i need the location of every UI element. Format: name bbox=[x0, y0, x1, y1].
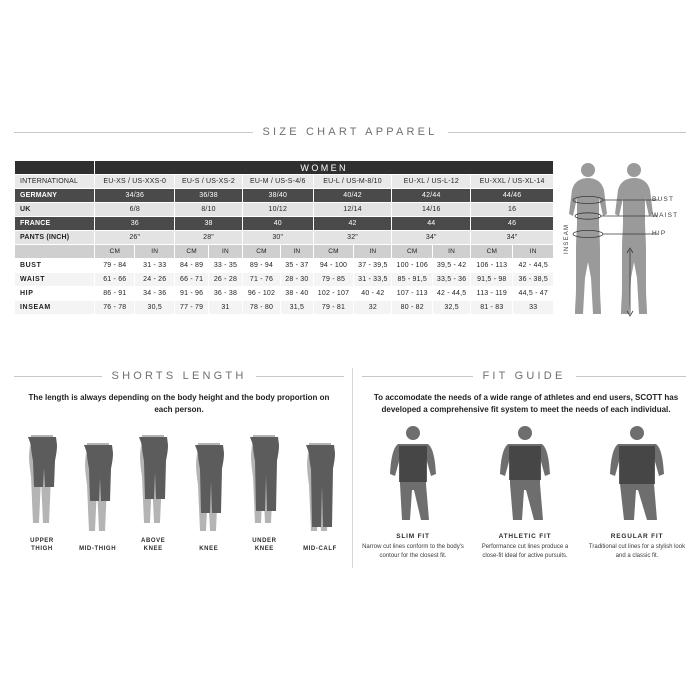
shorts-length-item bbox=[238, 435, 290, 553]
table-cell: 31 bbox=[209, 301, 243, 315]
fit-guide-heading bbox=[362, 370, 686, 382]
table-cell: CM bbox=[313, 245, 354, 259]
table-cell: 86 - 91 bbox=[95, 287, 135, 301]
table-cell: EU-XL / US-L-12 bbox=[392, 175, 471, 189]
table-cell: 32,5 bbox=[433, 301, 471, 315]
table-row bbox=[15, 203, 554, 217]
table-cell: IN bbox=[433, 245, 471, 259]
caption-line-1: MID-CALF bbox=[303, 546, 337, 552]
table-cell: 79 - 84 bbox=[95, 259, 135, 273]
table-cell: 91 - 96 bbox=[175, 287, 209, 301]
table-cell: 42 - 44,5 bbox=[513, 259, 554, 273]
table-cell: CM bbox=[95, 245, 135, 259]
table-cell: 32 bbox=[354, 301, 392, 315]
table-cell bbox=[15, 245, 95, 259]
fit-guide-figures bbox=[362, 424, 688, 584]
table-cell: 38 bbox=[175, 217, 243, 231]
label-inseam: INSEAM bbox=[564, 223, 570, 254]
fit-guide-item bbox=[362, 424, 464, 584]
table-cell: 30" bbox=[242, 231, 313, 245]
table-cell: FRANCE bbox=[15, 217, 95, 231]
table-cell: 36 bbox=[95, 217, 175, 231]
figure-front bbox=[569, 163, 607, 314]
table-cell: GERMANY bbox=[15, 189, 95, 203]
table-cell: 44/46 bbox=[471, 189, 554, 203]
table-cell: CM bbox=[242, 245, 280, 259]
table-row bbox=[15, 287, 554, 301]
fit-guide-name: ATHLETIC FIT bbox=[498, 533, 552, 540]
shorts-length-caption bbox=[16, 537, 68, 553]
shorts-length-item bbox=[127, 435, 179, 553]
fit-rule-left bbox=[362, 376, 473, 377]
table-cell: 77 - 79 bbox=[175, 301, 209, 315]
caption-line-1: KNEE bbox=[199, 546, 219, 552]
table-cell: 34 - 36 bbox=[135, 287, 175, 301]
fit-guide-description: Narrow cut lines conform to the body's contour for the closest fit. bbox=[362, 544, 464, 559]
fit-figure-svg bbox=[482, 424, 568, 524]
table-cell: 96 - 102 bbox=[242, 287, 280, 301]
table-cell: 84 - 89 bbox=[175, 259, 209, 273]
table-cell: 14/16 bbox=[392, 203, 471, 217]
shorts-length-title: SHORTS LENGTH bbox=[111, 370, 247, 382]
table-cell: EU-M / US-S-4/6 bbox=[242, 175, 313, 189]
table-cell: 79 - 81 bbox=[313, 301, 354, 315]
table-cell: 12/14 bbox=[313, 203, 392, 217]
table-cell: 81 - 83 bbox=[471, 301, 513, 315]
table-cell: 107 - 113 bbox=[392, 287, 433, 301]
table-cell: 94 - 100 bbox=[313, 259, 354, 273]
shorts-figure-svg bbox=[184, 443, 234, 535]
table-row bbox=[15, 273, 554, 287]
table-cell: CM bbox=[471, 245, 513, 259]
table-cell: IN bbox=[209, 245, 243, 259]
shorts-figure-svg bbox=[295, 443, 345, 535]
fit-guide-item bbox=[586, 424, 688, 584]
shorts-length-item bbox=[72, 443, 124, 553]
fit-figure-svg bbox=[370, 424, 456, 524]
label-hip: HIP bbox=[652, 230, 667, 237]
table-cell: 91,5 - 98 bbox=[471, 273, 513, 287]
shorts-figures bbox=[16, 428, 346, 553]
fit-guide-name: SLIM FIT bbox=[396, 533, 430, 540]
table-cell: 35 - 37 bbox=[281, 259, 314, 273]
fit-rule-right bbox=[576, 376, 687, 377]
table-cell: IN bbox=[354, 245, 392, 259]
table-cell: 36/38 bbox=[175, 189, 243, 203]
table-cell: 78 - 80 bbox=[242, 301, 280, 315]
shorts-figure-svg bbox=[128, 435, 178, 527]
caption-line-1: ABOVE bbox=[141, 538, 166, 544]
table-cell: 100 - 106 bbox=[392, 259, 433, 273]
table-cell: EU-XXL / US-XL-14 bbox=[471, 175, 554, 189]
table-cell: 44,5 - 47 bbox=[513, 287, 554, 301]
table-cell: 89 - 94 bbox=[242, 259, 280, 273]
table-cell: IN bbox=[513, 245, 554, 259]
table-cell: INTERNATIONAL bbox=[15, 175, 95, 189]
caption-line-2: KNEE bbox=[143, 546, 163, 552]
table-row bbox=[15, 189, 554, 203]
figure-labels bbox=[652, 158, 692, 330]
shorts-rule-left bbox=[14, 376, 102, 377]
table-cell: 37 - 39,5 bbox=[354, 259, 392, 273]
table-row bbox=[15, 301, 554, 315]
table-cell: 42 - 44,5 bbox=[433, 287, 471, 301]
table-cell: 42 bbox=[313, 217, 392, 231]
table-cell: CM bbox=[175, 245, 209, 259]
table-cell: UK bbox=[15, 203, 95, 217]
table-cell: 6/8 bbox=[95, 203, 175, 217]
table-cell: 106 - 113 bbox=[471, 259, 513, 273]
table-cell: 38/40 bbox=[242, 189, 313, 203]
table-cell: 34" bbox=[471, 231, 554, 245]
table-cell: 61 - 66 bbox=[95, 273, 135, 287]
table-cell: 34" bbox=[392, 231, 471, 245]
table-cell bbox=[15, 161, 95, 175]
fit-figure-svg bbox=[594, 424, 680, 524]
table-cell: 26" bbox=[95, 231, 175, 245]
table-cell: IN bbox=[281, 245, 314, 259]
shorts-length-item bbox=[294, 443, 346, 553]
shorts-length-caption bbox=[127, 537, 179, 553]
table-row bbox=[15, 259, 554, 273]
table-cell: 40/42 bbox=[313, 189, 392, 203]
table-cell: 28 - 30 bbox=[281, 273, 314, 287]
table-cell: 30,5 bbox=[135, 301, 175, 315]
table-cell: HIP bbox=[15, 287, 95, 301]
table-title-row bbox=[15, 161, 554, 175]
fit-guide-item bbox=[474, 424, 576, 584]
table-cell: 102 - 107 bbox=[313, 287, 354, 301]
table-cell: 71 - 76 bbox=[242, 273, 280, 287]
shorts-length-caption bbox=[183, 545, 235, 553]
table-cell: 42/44 bbox=[392, 189, 471, 203]
table-cell: 46 bbox=[471, 217, 554, 231]
table-cell: 66 - 71 bbox=[175, 273, 209, 287]
table-cell: 38 - 40 bbox=[281, 287, 314, 301]
fit-guide-description: Performance cut lines produce a close-fit ideal for active pursuits. bbox=[481, 544, 569, 559]
table-cell: 33 bbox=[513, 301, 554, 315]
table-cell: 33 - 35 bbox=[209, 259, 243, 273]
label-waist: WAIST bbox=[652, 212, 679, 219]
caption-line-2: KNEE bbox=[254, 546, 274, 552]
shorts-length-caption bbox=[72, 545, 124, 553]
table-cell: WOMEN bbox=[95, 161, 554, 175]
shorts-length-caption bbox=[294, 545, 346, 553]
title-rule-left bbox=[14, 132, 253, 133]
table-cell: 31 - 33 bbox=[135, 259, 175, 273]
table-row bbox=[15, 217, 554, 231]
table-cell: 113 - 119 bbox=[471, 287, 513, 301]
table-cell: 39,5 - 42 bbox=[433, 259, 471, 273]
table-cell: 36 - 38,5 bbox=[513, 273, 554, 287]
table-cell: EU-L / US-M-8/10 bbox=[313, 175, 392, 189]
table-cell: 79 - 85 bbox=[313, 273, 354, 287]
table-cell: 34/36 bbox=[95, 189, 175, 203]
measurement-figure bbox=[560, 158, 692, 330]
caption-line-1: UPPER bbox=[30, 538, 54, 544]
caption-line-1: UNDER bbox=[252, 538, 277, 544]
table-cell: 36 - 38 bbox=[209, 287, 243, 301]
figure-back bbox=[615, 163, 653, 314]
table-cell: 33,5 - 36 bbox=[433, 273, 471, 287]
shorts-length-caption bbox=[238, 537, 290, 553]
table-cell: EU-S / US-XS-2 bbox=[175, 175, 243, 189]
table-cell: 40 bbox=[242, 217, 313, 231]
table-cell: BUST bbox=[15, 259, 95, 273]
table-header-row bbox=[15, 175, 554, 189]
table-cell: 44 bbox=[392, 217, 471, 231]
table-cell: 8/10 bbox=[175, 203, 243, 217]
section-divider bbox=[352, 368, 353, 568]
fit-guide-name: REGULAR FIT bbox=[610, 533, 664, 540]
shorts-figure-svg bbox=[73, 443, 123, 535]
table-cell: EU-XS / US-XXS-0 bbox=[95, 175, 175, 189]
shorts-rule-right bbox=[256, 376, 344, 377]
table-cell: WAIST bbox=[15, 273, 95, 287]
table-cell: PANTS (INCH) bbox=[15, 231, 95, 245]
shorts-length-item bbox=[16, 435, 68, 553]
table-cell: 80 - 82 bbox=[392, 301, 433, 315]
fit-guide-title: FIT GUIDE bbox=[482, 370, 566, 382]
table-cell: 26 - 28 bbox=[209, 273, 243, 287]
table-cell: 76 - 78 bbox=[95, 301, 135, 315]
table-cell: IN bbox=[135, 245, 175, 259]
shorts-length-subtitle: The length is always depending on the body height and the body proportion on each person. bbox=[28, 393, 330, 414]
table-cell: 40 - 42 bbox=[354, 287, 392, 301]
table-cell: 31,5 bbox=[281, 301, 314, 315]
table-cell: 16 bbox=[471, 203, 554, 217]
fit-guide-subtitle: To accomodate the needs of a wide range of athletes and end users, SCOTT has developed a comprehensive fit system to meet the needs of each individual. bbox=[373, 393, 679, 414]
caption-line-2: THIGH bbox=[31, 546, 53, 552]
shorts-length-heading bbox=[14, 370, 344, 382]
women-size-table bbox=[14, 160, 554, 315]
fit-guide-description: Traditional cut lines for a stylish look and a classic fit. bbox=[588, 544, 686, 559]
page-title-text: SIZE CHART APPAREL bbox=[262, 126, 438, 138]
table-cell: 28" bbox=[175, 231, 243, 245]
title-rule-right bbox=[448, 132, 687, 133]
table-cell: 24 - 26 bbox=[135, 273, 175, 287]
shorts-figure-svg bbox=[239, 435, 289, 527]
label-bust: BUST bbox=[652, 196, 675, 203]
table-unit-row bbox=[15, 245, 554, 259]
caption-line-1: MID-THIGH bbox=[79, 546, 117, 552]
shorts-figure-svg bbox=[17, 435, 67, 527]
table-cell: INSEAM bbox=[15, 301, 95, 315]
shorts-length-item bbox=[183, 443, 235, 553]
page-title bbox=[14, 126, 686, 138]
table-cell: 85 - 91,5 bbox=[392, 273, 433, 287]
table-cell: 31 - 33,5 bbox=[354, 273, 392, 287]
table-cell: CM bbox=[392, 245, 433, 259]
table-row bbox=[15, 231, 554, 245]
table-cell: 10/12 bbox=[242, 203, 313, 217]
table-cell: 32" bbox=[313, 231, 392, 245]
